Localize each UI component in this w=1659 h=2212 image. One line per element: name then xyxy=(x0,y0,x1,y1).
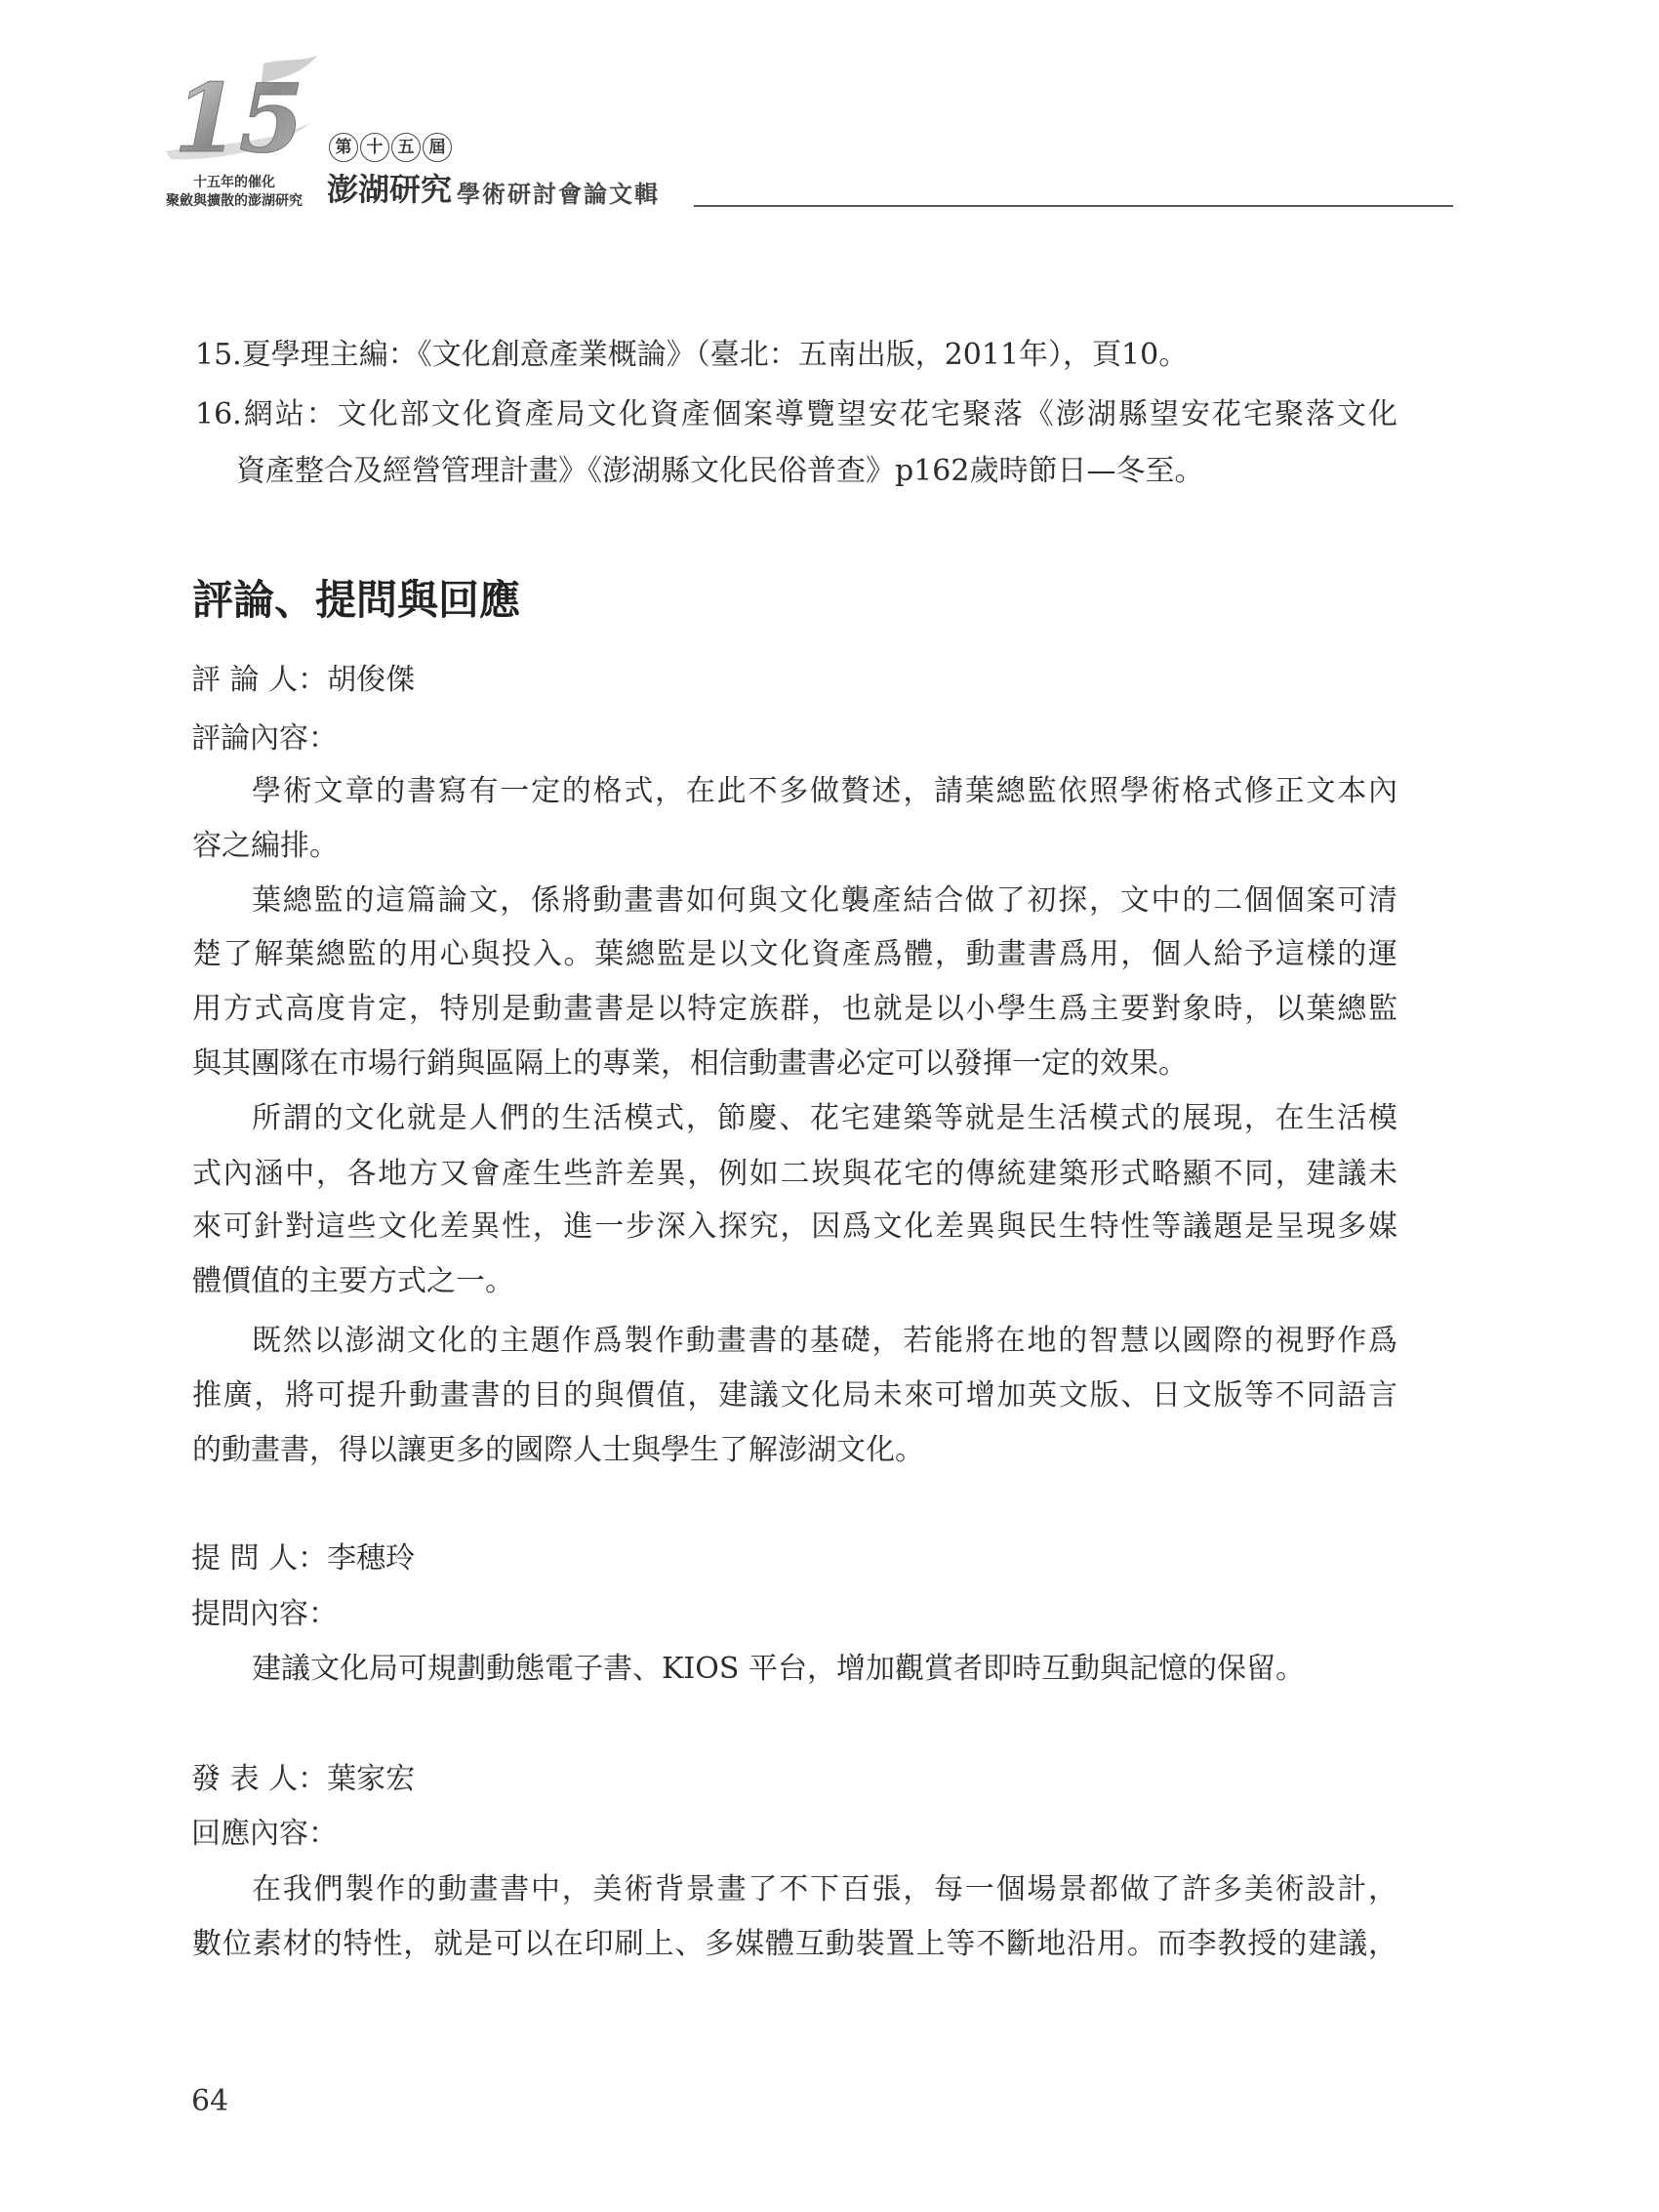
response-line: 在我們製作的動畫書中，美術背景畫了不下百張，每一個場景都做了許多美術設計， xyxy=(252,1872,1397,1906)
edition-badge xyxy=(329,133,452,162)
edition-char: 十 xyxy=(360,133,389,162)
question-line: 建議文化局可規劃動態電子書、KIOS 平台，增加觀賞者即時互動與記憶的保留。 xyxy=(252,1652,1305,1686)
series-subtitle: 學術研討會論文輯 xyxy=(457,180,660,208)
comment-line: 來可針對這些文化差異性，進一步深入探究，因爲文化差異與民生特性等議題是呈現多媒 xyxy=(192,1209,1397,1244)
edition-char: 五 xyxy=(391,133,421,162)
comment-line: 容之編排。 xyxy=(192,829,339,863)
anniversary-logo xyxy=(146,54,322,181)
comment-line: 體價值的主要方式之一。 xyxy=(192,1264,514,1298)
comment-line: 既然以澎湖文化的主題作爲製作動畫書的基礎，若能將在地的智慧以國際的視野作爲 xyxy=(252,1324,1397,1358)
response-content-label: 回應內容： xyxy=(191,1817,338,1851)
commenter-label: 評 論 人：胡俊傑 xyxy=(191,663,416,697)
comment-line: 楚了解葉總監的用心與投入。葉總監是以文化資產爲體，動畫書爲用，個人給予這樣的運 xyxy=(192,937,1397,971)
comment-content-label: 評論內容： xyxy=(191,721,338,756)
comment-line: 的動畫書，得以讓更多的國際人士與學生了解澎湖文化。 xyxy=(192,1433,924,1467)
response-line: 數位素材的特性，就是可以在印刷上、多媒體互動裝置上等不斷地沿用。而李教授的建議， xyxy=(192,1927,1397,1961)
comment-line: 葉總監的這篇論文，係將動畫書如何與文化襲產結合做了初探，文中的二個個案可清 xyxy=(252,883,1397,918)
logo-caption-line1: 十五年的催化 xyxy=(193,175,275,190)
comment-line: 推廣，將可提升動畫書的目的與價值，建議文化局未來可增加英文版、日文版等不同語言 xyxy=(192,1378,1397,1413)
comment-line: 用方式高度肯定，特別是動畫書是以特定族群，也就是以小學生爲主要對象時，以葉總監 xyxy=(192,992,1397,1026)
question-content-label: 提問內容： xyxy=(191,1597,338,1631)
edition-char: 第 xyxy=(329,133,358,162)
logo-caption-line2: 聚斂與擴散的澎湖研究 xyxy=(166,193,303,209)
logo-mark: 15 xyxy=(174,63,304,174)
series-title: 澎湖研究 xyxy=(327,171,453,208)
reference-item-16: 16.網站：文化部文化資產局文化資產個案導覽望安花宅聚落《澎湖縣望安花宅聚落文化 xyxy=(195,397,1397,431)
reference-item-15: 15.夏學理主編：《文化創意產業概論》（臺北：五南出版，2011年），頁10。 xyxy=(195,338,1189,372)
edition-char: 屆 xyxy=(423,133,452,162)
presenter-label: 發 表 人：葉家宏 xyxy=(191,1762,416,1796)
section-heading: 評論、提問與回應 xyxy=(192,576,521,624)
header-rule xyxy=(694,205,1453,207)
page-number: 64 xyxy=(191,2084,229,2118)
asker-label: 提 問 人：李穗玲 xyxy=(191,1541,416,1576)
comment-line: 學術文章的書寫有一定的格式，在此不多做贅述，請葉總監依照學術格式修正文本內 xyxy=(252,774,1397,808)
comment-line: 式內涵中，各地方又會產生些許差異，例如二崁與花宅的傳統建築形式略顯不同，建議未 xyxy=(192,1157,1397,1191)
comment-line: 與其團隊在市場行銷與區隔上的專業，相信動畫書必定可以發揮一定的效果。 xyxy=(192,1046,1188,1081)
reference-item-16-cont: 資產整合及經營管理計畫》《澎湖縣文化民俗普查》p162歲時節日—冬至。 xyxy=(236,454,1204,488)
comment-line: 所謂的文化就是人們的生活模式，節慶、花宅建築等就是生活模式的展現，在生活模 xyxy=(252,1101,1397,1135)
